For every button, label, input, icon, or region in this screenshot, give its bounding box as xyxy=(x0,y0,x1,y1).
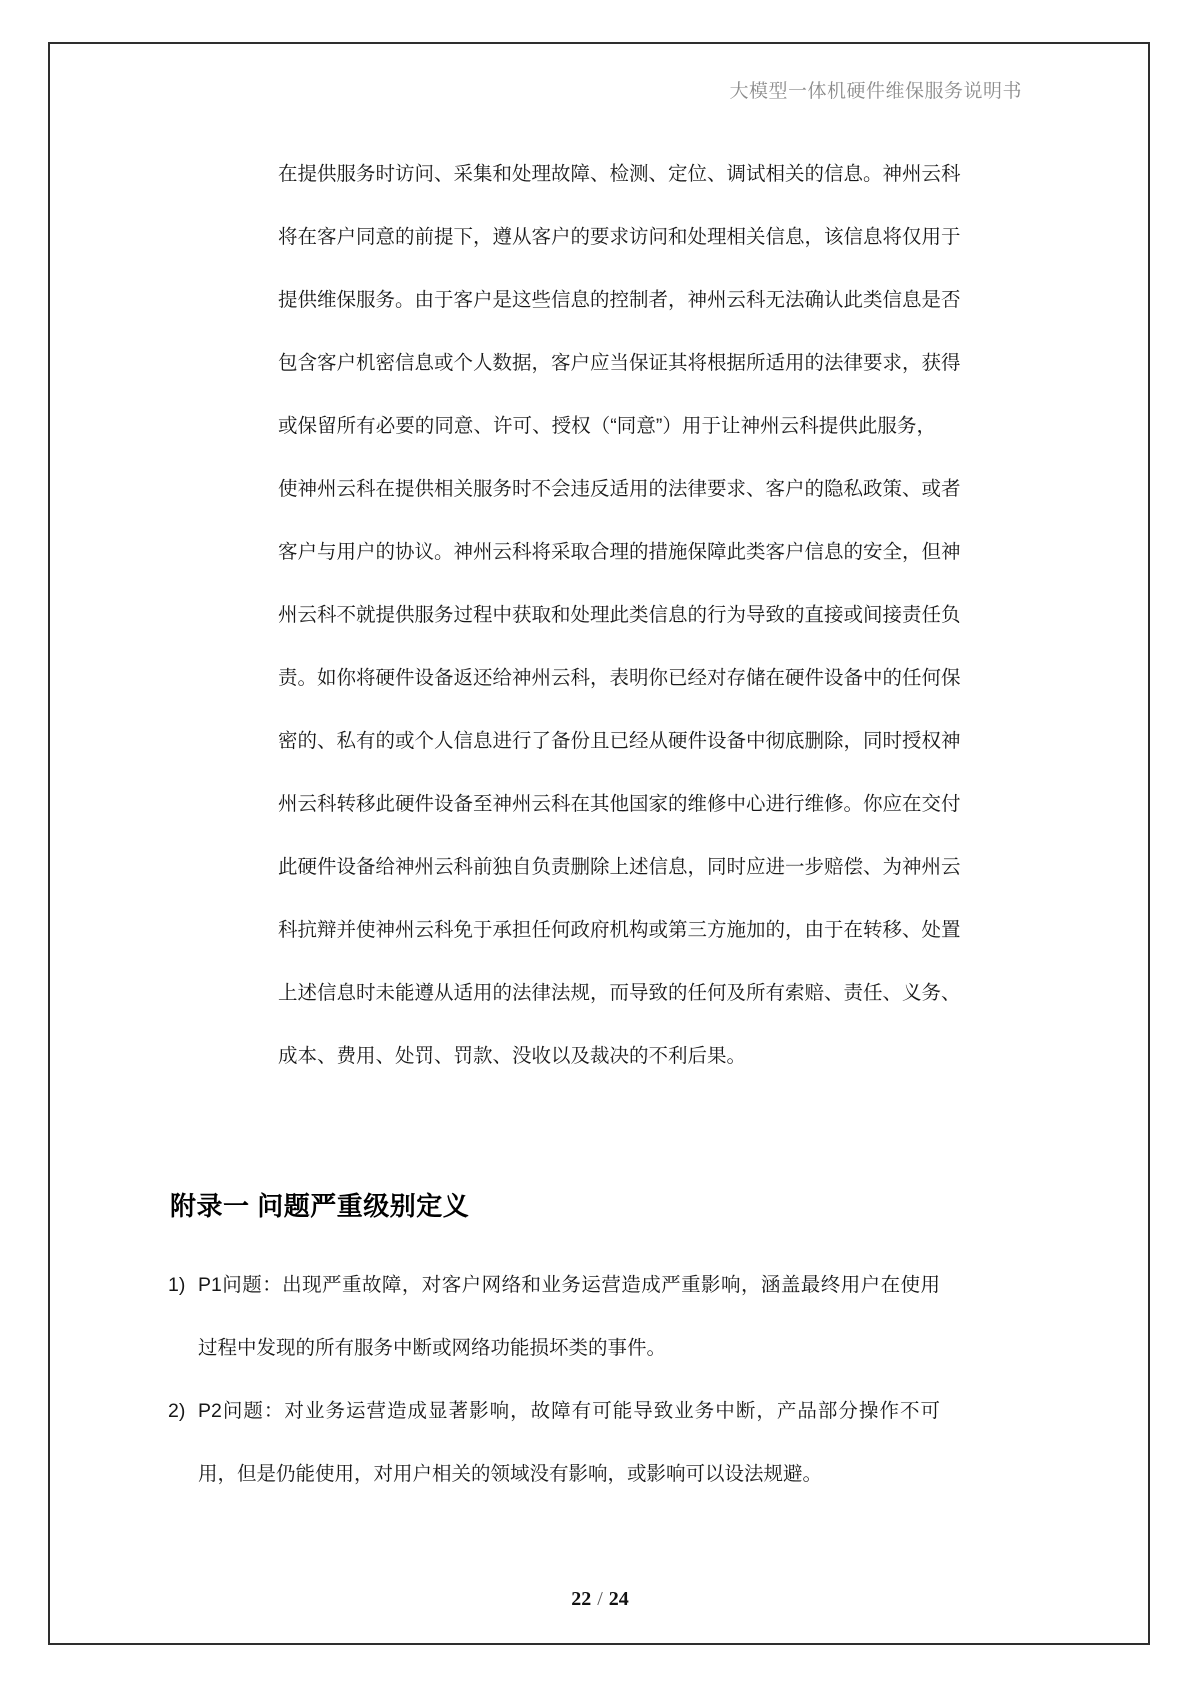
list-item-line: 过程中发现的所有服务中断或网络功能损坏类的事件。 xyxy=(198,1337,667,1359)
paragraph-line: 上述信息时未能遵从适用的法律法规，而导致的任何及所有索赔、责任、义务、 xyxy=(278,982,961,1004)
list-item-text xyxy=(198,1254,940,1380)
page-number-total: 24 xyxy=(608,1588,629,1610)
list-item-marker: 2) xyxy=(168,1400,186,1422)
appendix-title: 附录一 问题严重级别定义 xyxy=(170,1191,470,1221)
list-item-text xyxy=(198,1380,940,1506)
paragraph-line: 密的、私有的或个人信息进行了备份且已经从硬件设备中彻底删除，同时授权神 xyxy=(278,730,961,752)
paragraph-line: 包含客户机密信息或个人数据，客户应当保证其将根据所适用的法律要求，获得 xyxy=(278,352,961,374)
paragraph-line: 此硬件设备给神州云科前独自负责删除上述信息，同时应进一步赔偿、为神州云 xyxy=(278,856,961,878)
paragraph-line: 提供维保服务。由于客户是这些信息的控制者，神州云科无法确认此类信息是否 xyxy=(278,289,961,311)
severity-level-list xyxy=(168,1254,940,1506)
list-item-line: P1问题：出现严重故障，对客户网络和业务运营造成严重影响，涵盖最终用户在使用 xyxy=(198,1274,940,1296)
list-item-line: 用，但是仍能使用，对用户相关的领域没有影响，或影响可以设法规避。 xyxy=(198,1463,823,1485)
list-item-line: P2问题：对业务运营造成显著影响，故障有可能导致业务中断，产品部分操作不可 xyxy=(198,1400,940,1422)
list-item-p1 xyxy=(168,1254,940,1380)
page-number-separator: / xyxy=(597,1588,603,1610)
paragraph-line: 科抗辩并使神州云科免于承担任何政府机构或第三方施加的，由于在转移、处置 xyxy=(278,919,961,941)
document-header-title: 大模型一体机硬件维保服务说明书 xyxy=(729,81,1022,102)
paragraph-line: 在提供服务时访问、采集和处理故障、检测、定位、调试相关的信息。神州云科 xyxy=(278,163,961,185)
paragraph-line: 州云科转移此硬件设备至神州云科在其他国家的维修中心进行维修。你应在交付 xyxy=(278,793,961,815)
paragraph-line: 使神州云科在提供相关服务时不会违反适用的法律要求、客户的隐私政策、或者 xyxy=(278,478,961,500)
paragraph-line: 或保留所有必要的同意、许可、授权（“同意”）用于让神州云科提供此服务， xyxy=(278,415,936,437)
paragraph-line: 客户与用户的协议。神州云科将采取合理的措施保障此类客户信息的安全，但神 xyxy=(278,541,961,563)
paragraph-line: 州云科不就提供服务过程中获取和处理此类信息的行为导致的直接或间接责任负 xyxy=(278,604,961,626)
body-paragraph xyxy=(278,143,961,1088)
list-item-marker: 1) xyxy=(168,1274,186,1296)
page-number xyxy=(0,1588,1200,1611)
paragraph-line: 责。如你将硬件设备返还给神州云科，表明你已经对存储在硬件设备中的任何保 xyxy=(278,667,961,689)
page-number-current: 22 xyxy=(571,1588,592,1610)
list-item-p2 xyxy=(168,1380,940,1506)
paragraph-line: 成本、费用、处罚、罚款、没收以及裁决的不利后果。 xyxy=(278,1045,747,1067)
paragraph-line: 将在客户同意的前提下，遵从客户的要求访问和处理相关信息，该信息将仅用于 xyxy=(278,226,961,248)
